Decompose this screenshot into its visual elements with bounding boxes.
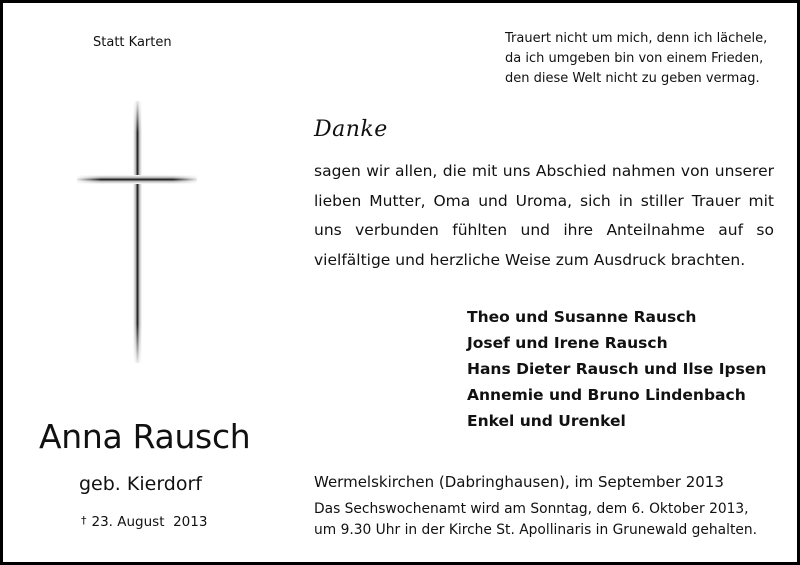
thanks-text: sagen wir allen, die mit uns Abschied nahmen von unserer lieben Mutter, Oma und Uroma, sich in stiller Trauer mit uns verbunden fühlten und ihre Anteilnahme auf so vielfältige und herzliche Weise zum Ausdruck brachten. bbox=[314, 162, 774, 269]
dagger-icon: † bbox=[81, 514, 87, 527]
place-date: Wermelskirchen (Dabringhausen), im September 2013 bbox=[314, 473, 724, 491]
family-entry: Enkel und Urenkel bbox=[467, 412, 626, 430]
death-date-line bbox=[81, 514, 207, 530]
statt-karten-label: Statt Karten bbox=[93, 35, 172, 50]
thanks-heading: Danke bbox=[314, 117, 388, 142]
deceased-name: Anna Rausch bbox=[39, 417, 251, 456]
poem-line: den diese Welt nicht zu geben vermag. bbox=[505, 71, 760, 86]
service-notice bbox=[314, 499, 757, 541]
family-entry: Theo und Susanne Rausch bbox=[467, 308, 697, 326]
poem-line: Trauert nicht um mich, denn ich lächele, bbox=[505, 31, 768, 46]
family-entry: Josef und Irene Rausch bbox=[467, 334, 668, 352]
family-entry: Annemie und Bruno Lindenbach bbox=[467, 386, 746, 404]
family-entry: Hans Dieter Rausch und Ilse Ipsen bbox=[467, 360, 767, 378]
cross-icon bbox=[77, 101, 197, 363]
family-list bbox=[467, 304, 766, 434]
service-line: Das Sechswochenamt wird am Sonntag, dem 6. Oktober 2013, bbox=[314, 501, 749, 517]
service-line: um 9.30 Uhr in der Kirche St. Apollinaris in Grunewald gehalten. bbox=[314, 522, 757, 538]
death-date: 23. August 2013 bbox=[91, 514, 208, 530]
poem bbox=[505, 29, 767, 89]
poem-line: da ich umgeben bin von einem Frieden, bbox=[505, 51, 764, 66]
birth-name: geb. Kierdorf bbox=[79, 473, 202, 495]
